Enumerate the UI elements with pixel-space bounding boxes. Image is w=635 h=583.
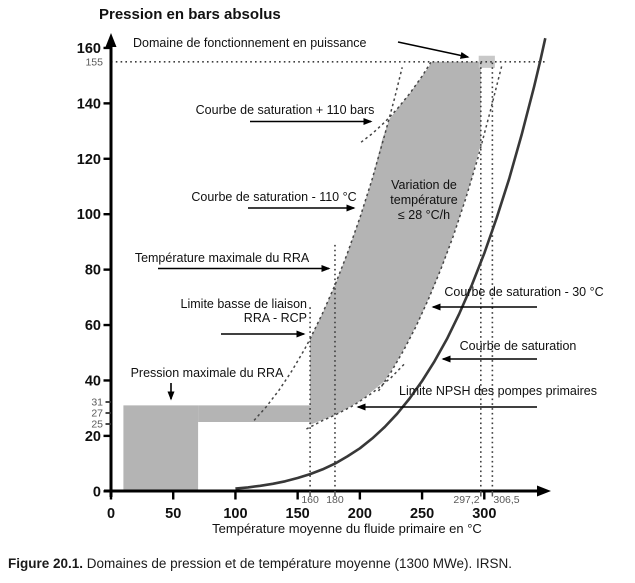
annotation-pression-maximale-rra <box>131 366 284 380</box>
annotation-limite-basse-liaison-rra-rcp <box>181 297 308 325</box>
annotation-line: Limite NPSH des pompes primaires <box>399 384 597 398</box>
x-minor-label-306,5: 306,5 <box>493 494 520 506</box>
annotation-line: Domaine de fonctionnement en puissance <box>133 36 367 50</box>
y-tick-label-120: 120 <box>76 151 101 168</box>
figure-caption-number: Figure 20.1. <box>8 556 84 571</box>
pressure-axis-title: Pression en bars absolus <box>99 6 281 23</box>
annotation-line: Température maximale du RRA <box>134 251 310 265</box>
annotation-line: Courbe de saturation <box>459 339 577 353</box>
y-tick-label-160: 160 <box>76 40 101 57</box>
annotation-domaine-fonctionnement-puissance <box>133 36 367 50</box>
annotation-line: ≤ 28 °C/h <box>397 208 451 222</box>
x-tick-label-0: 0 <box>106 506 116 522</box>
x-tick-label-250: 250 <box>409 506 435 522</box>
annotation-line: Limite basse de liaison <box>180 297 307 311</box>
annotation-line: Pression maximale du RRA <box>130 366 284 380</box>
figure-caption <box>8 556 512 571</box>
x-tick-label-100: 100 <box>223 506 248 522</box>
y-minor-label-155: 155 <box>85 56 103 69</box>
annotation-courbe-saturation-moins-30-c <box>444 285 603 299</box>
y-tick-label-0: 0 <box>92 484 101 501</box>
annotation-line: Courbe de saturation - 30 °C <box>444 285 604 299</box>
y-axis-arrowhead <box>106 33 117 47</box>
y-minor-label-31: 31 <box>91 396 103 409</box>
y-tick-label-80: 80 <box>84 262 101 279</box>
annotation-variation-temperature <box>390 178 457 222</box>
y-minor-label-25: 25 <box>91 418 103 431</box>
temperature-axis-title: Température moyenne du fluide primaire en °C <box>212 521 482 536</box>
annotation-limite-npsh-pompes-primaires <box>399 384 597 398</box>
x-tick-label-200: 200 <box>347 506 372 522</box>
x-tick-label-50: 50 <box>165 506 182 522</box>
y-tick-label-40: 40 <box>84 373 101 390</box>
y-tick-label-20: 20 <box>84 428 101 445</box>
y-tick-label-100: 100 <box>76 207 101 224</box>
region-pression-maximale-rra-domaine <box>123 405 198 491</box>
y-tick-label-140: 140 <box>76 96 101 113</box>
x-tick-label-150: 150 <box>285 506 310 522</box>
y-tick-label-60: 60 <box>84 318 101 335</box>
x-axis-arrowhead <box>537 486 551 497</box>
figure-caption-text: Domaines de pression et de température moyenne (1300 MWe). IRSN. <box>86 556 513 571</box>
annotation-courbe-saturation-label <box>460 339 577 353</box>
annotation-line: Variation de <box>391 178 457 192</box>
x-minor-label-160: 160 <box>301 494 319 506</box>
annotation-line: Courbe de saturation + 110 bars <box>195 103 375 117</box>
annotation-temperature-maximale-rra <box>135 251 310 265</box>
x-minor-label-180: 180 <box>326 494 344 506</box>
annotation-line: température <box>390 193 458 207</box>
x-tick-label-300: 300 <box>472 506 497 522</box>
x-minor-label-297,2: 297,2 <box>453 494 480 506</box>
annotation-courbe-saturation-plus-110-bars <box>196 103 375 117</box>
annotation-line: Courbe de saturation - 110 °C <box>191 190 357 204</box>
y-minor-label-27: 27 <box>91 407 103 420</box>
arrow-domaine-fonctionnement-puissance <box>398 42 468 57</box>
annotation-courbe-saturation-moins-110-c <box>191 190 356 204</box>
annotation-line: RRA - RCP <box>243 311 307 325</box>
